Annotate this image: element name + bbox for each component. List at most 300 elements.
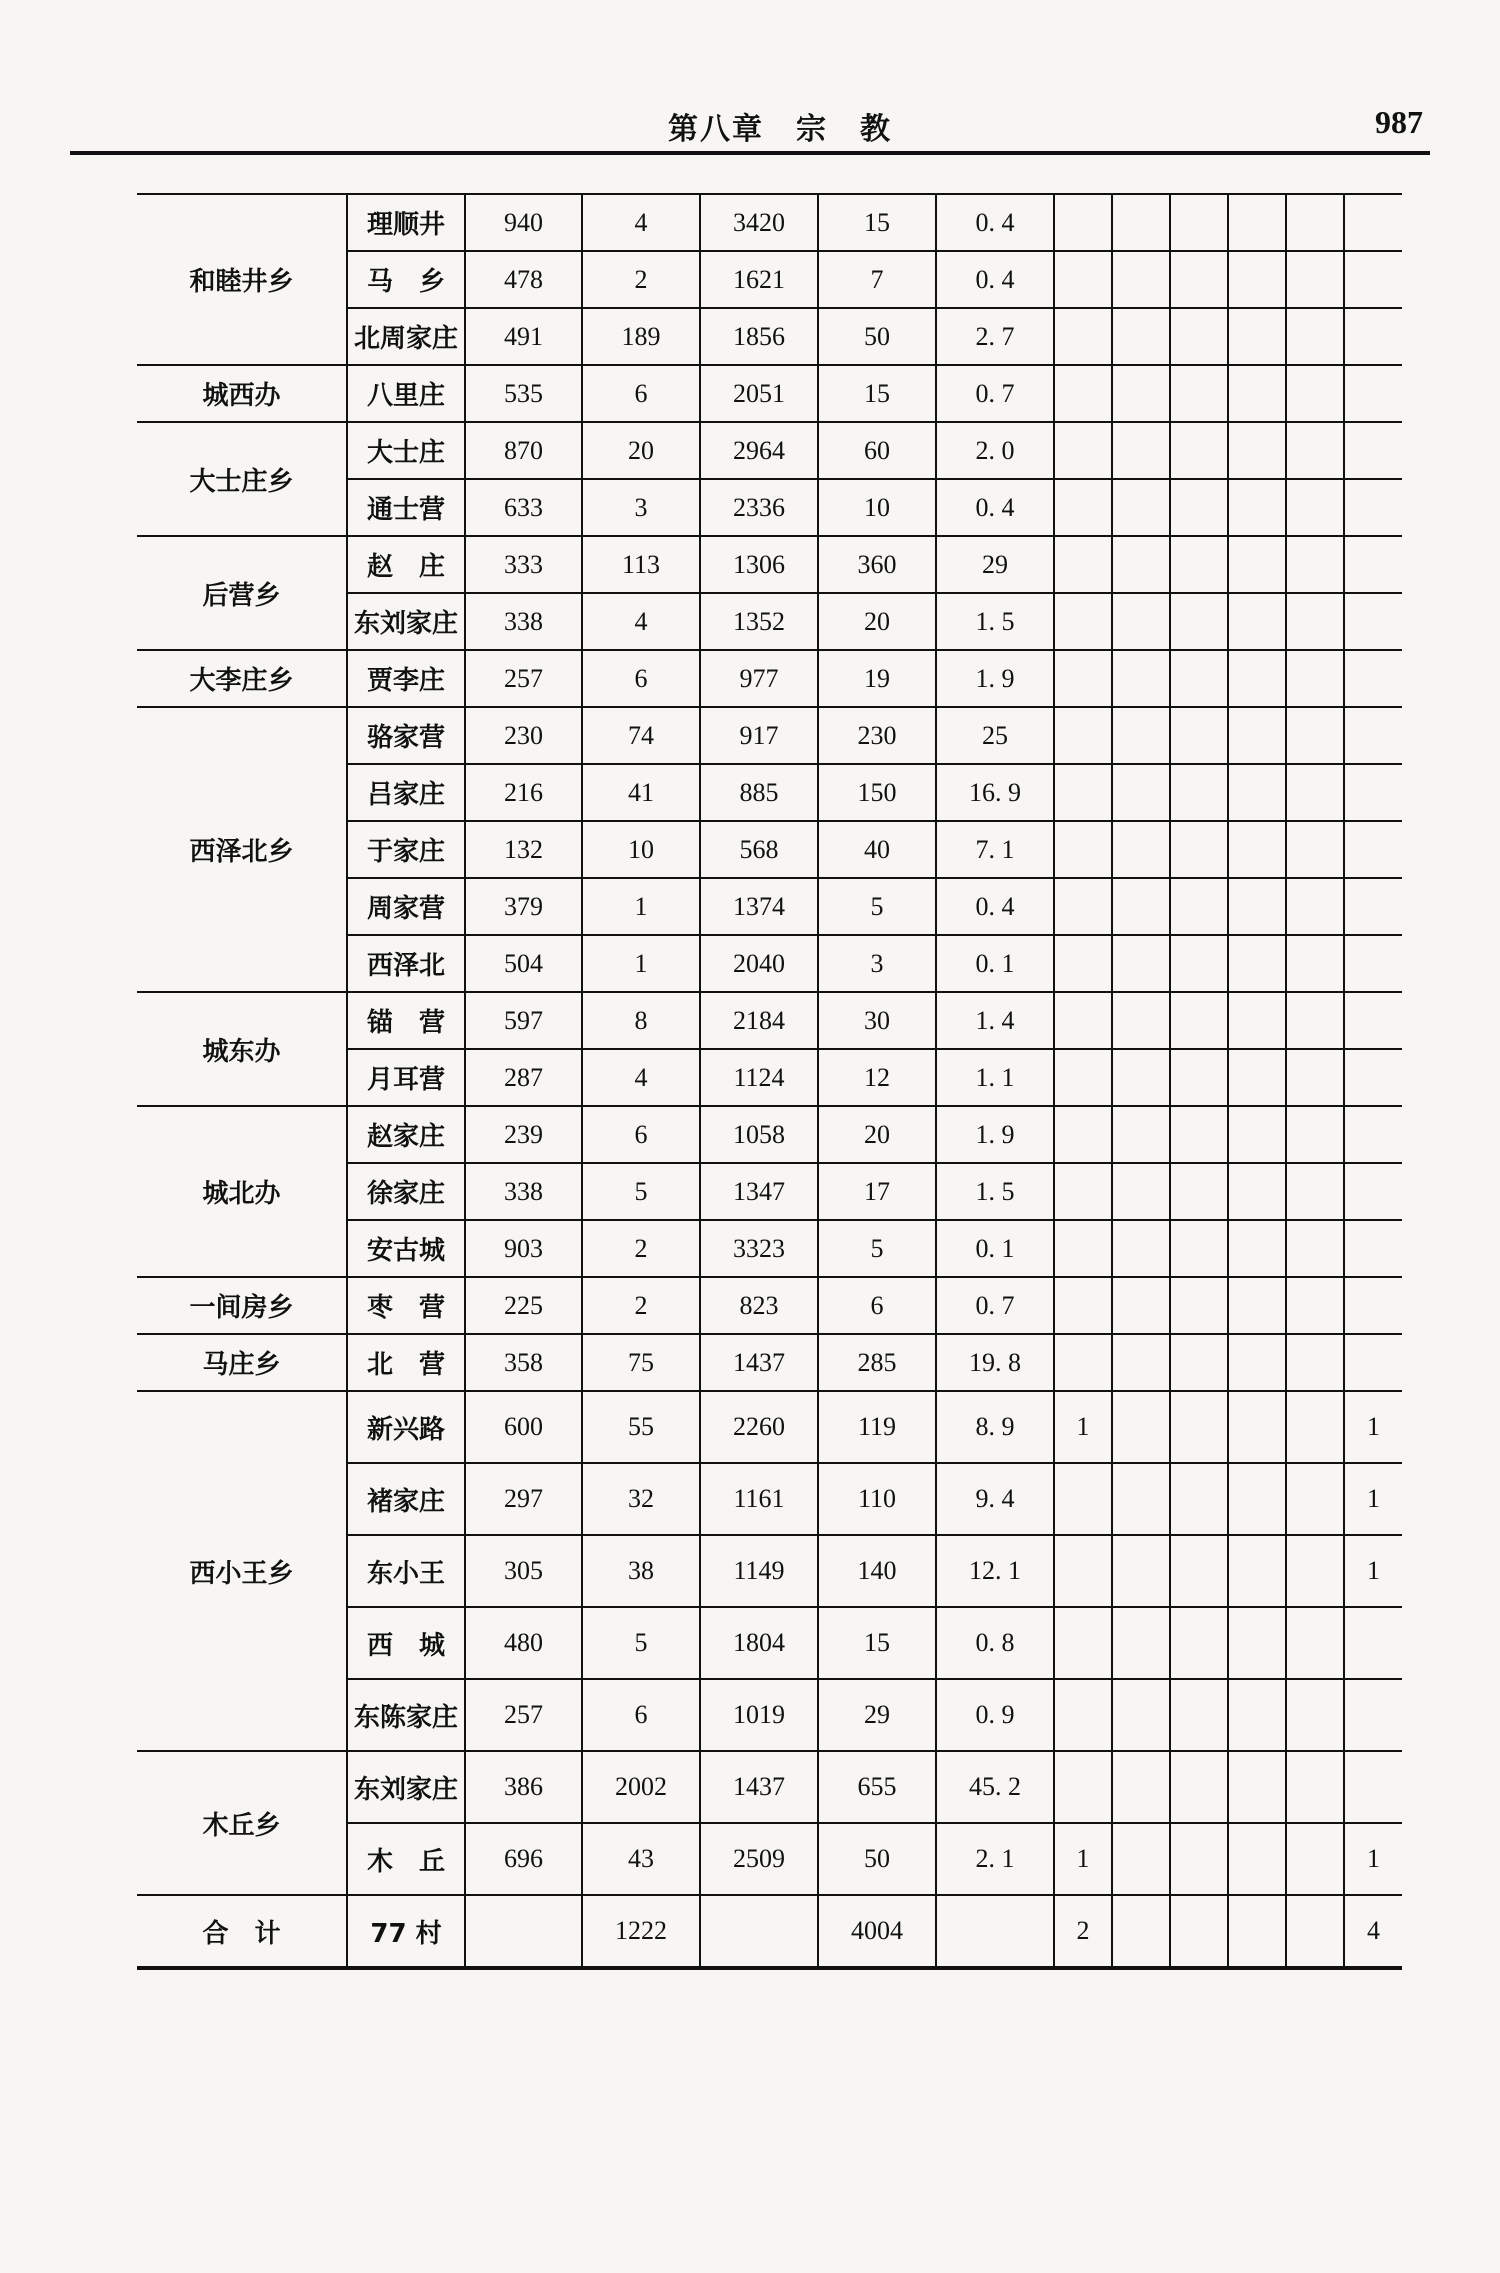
township-name-cell: 西小王乡 xyxy=(137,1391,347,1751)
value-cell: 3323 xyxy=(700,1220,818,1277)
value-cell: 41 xyxy=(582,764,700,821)
count-cell xyxy=(1170,479,1228,536)
value-cell: 0. 1 xyxy=(936,1220,1054,1277)
value-cell: 1352 xyxy=(700,593,818,650)
count-cell xyxy=(1170,1106,1228,1163)
count-cell xyxy=(1286,422,1344,479)
value-cell: 257 xyxy=(465,650,582,707)
total-value-cell xyxy=(936,1895,1054,1968)
count-cell xyxy=(1228,650,1286,707)
value-cell: 119 xyxy=(818,1391,936,1463)
value-cell: 1374 xyxy=(700,878,818,935)
value-cell: 19 xyxy=(818,650,936,707)
count-cell xyxy=(1112,593,1170,650)
count-cell xyxy=(1286,536,1344,593)
value-cell: 5 xyxy=(818,878,936,935)
page-number: 987 xyxy=(1375,104,1423,140)
value-cell: 6 xyxy=(582,1106,700,1163)
value-cell: 2 xyxy=(582,1277,700,1334)
count-cell xyxy=(1228,1535,1286,1607)
value-cell: 8. 9 xyxy=(936,1391,1054,1463)
count-cell xyxy=(1112,1049,1170,1106)
township-name-cell: 城东办 xyxy=(137,992,347,1106)
count-cell xyxy=(1112,1751,1170,1823)
count-cell xyxy=(1112,251,1170,308)
value-cell: 6 xyxy=(582,1679,700,1751)
value-cell: 2184 xyxy=(700,992,818,1049)
count-cell xyxy=(1344,707,1402,764)
township-name-cell: 西泽北乡 xyxy=(137,707,347,992)
township-name-cell: 木丘乡 xyxy=(137,1751,347,1895)
value-cell: 597 xyxy=(465,992,582,1049)
total-value-cell xyxy=(465,1895,582,1968)
count-cell xyxy=(1286,1049,1344,1106)
count-cell xyxy=(1228,1277,1286,1334)
value-cell: 1058 xyxy=(700,1106,818,1163)
value-cell: 230 xyxy=(465,707,582,764)
count-cell xyxy=(1112,422,1170,479)
count-cell xyxy=(1054,422,1112,479)
count-cell xyxy=(1228,878,1286,935)
count-cell xyxy=(1054,1106,1112,1163)
value-cell: 0. 4 xyxy=(936,194,1054,251)
count-cell xyxy=(1170,1751,1228,1823)
count-cell xyxy=(1112,1106,1170,1163)
count-cell xyxy=(1286,1334,1344,1391)
table-row xyxy=(137,650,1402,707)
count-cell xyxy=(1170,422,1228,479)
value-cell: 2 xyxy=(582,1220,700,1277)
count-cell xyxy=(1054,194,1112,251)
count-cell xyxy=(1054,1163,1112,1220)
township-name-cell: 一间房乡 xyxy=(137,1277,347,1334)
village-name-cell: 周家营 xyxy=(347,878,465,935)
value-cell: 0. 8 xyxy=(936,1607,1054,1679)
count-cell xyxy=(1228,251,1286,308)
table-body xyxy=(137,194,1402,1968)
value-cell: 43 xyxy=(582,1823,700,1895)
count-cell xyxy=(1344,764,1402,821)
count-cell: 1 xyxy=(1344,1391,1402,1463)
count-cell xyxy=(1228,1049,1286,1106)
count-cell xyxy=(1344,365,1402,422)
count-cell xyxy=(1286,764,1344,821)
value-cell: 6 xyxy=(582,365,700,422)
count-cell xyxy=(1170,935,1228,992)
count-cell xyxy=(1344,650,1402,707)
count-cell xyxy=(1054,1463,1112,1535)
value-cell: 903 xyxy=(465,1220,582,1277)
count-cell xyxy=(1228,1220,1286,1277)
count-cell xyxy=(1228,764,1286,821)
count-cell xyxy=(1112,1607,1170,1679)
total-value-cell xyxy=(700,1895,818,1968)
value-cell: 3 xyxy=(818,935,936,992)
count-cell xyxy=(1286,593,1344,650)
value-cell: 2509 xyxy=(700,1823,818,1895)
count-cell xyxy=(1286,1535,1344,1607)
count-cell xyxy=(1170,536,1228,593)
count-cell: 1 xyxy=(1344,1823,1402,1895)
township-name-cell: 和睦井乡 xyxy=(137,194,347,365)
value-cell: 870 xyxy=(465,422,582,479)
count-cell xyxy=(1112,707,1170,764)
count-cell xyxy=(1286,1391,1344,1463)
table-row xyxy=(137,422,1402,479)
statistics-table-container xyxy=(137,193,1402,1970)
value-cell: 30 xyxy=(818,992,936,1049)
total-value-cell: 1222 xyxy=(582,1895,700,1968)
value-cell: 360 xyxy=(818,536,936,593)
count-cell xyxy=(1054,992,1112,1049)
count-cell xyxy=(1112,1277,1170,1334)
table-row xyxy=(137,1751,1402,1823)
township-name-cell: 马庄乡 xyxy=(137,1334,347,1391)
value-cell: 1. 9 xyxy=(936,1106,1054,1163)
count-cell xyxy=(1344,935,1402,992)
count-cell xyxy=(1112,821,1170,878)
count-cell xyxy=(1054,1535,1112,1607)
value-cell: 12 xyxy=(818,1049,936,1106)
value-cell: 2. 1 xyxy=(936,1823,1054,1895)
count-cell xyxy=(1054,1751,1112,1823)
count-cell xyxy=(1344,1106,1402,1163)
count-cell xyxy=(1170,593,1228,650)
value-cell: 478 xyxy=(465,251,582,308)
count-cell: 1 xyxy=(1054,1391,1112,1463)
count-cell xyxy=(1112,536,1170,593)
count-cell xyxy=(1286,935,1344,992)
value-cell: 113 xyxy=(582,536,700,593)
value-cell: 20 xyxy=(818,1106,936,1163)
value-cell: 2336 xyxy=(700,479,818,536)
count-cell xyxy=(1228,308,1286,365)
count-cell xyxy=(1054,707,1112,764)
village-name-cell: 徐家庄 xyxy=(347,1163,465,1220)
count-cell xyxy=(1112,992,1170,1049)
value-cell: 358 xyxy=(465,1334,582,1391)
village-name-cell: 于家庄 xyxy=(347,821,465,878)
value-cell: 0. 7 xyxy=(936,1277,1054,1334)
village-name-cell: 新兴路 xyxy=(347,1391,465,1463)
count-cell xyxy=(1112,365,1170,422)
value-cell: 2260 xyxy=(700,1391,818,1463)
count-cell xyxy=(1228,1334,1286,1391)
value-cell: 4 xyxy=(582,1049,700,1106)
value-cell: 15 xyxy=(818,194,936,251)
village-name-cell: 西 城 xyxy=(347,1607,465,1679)
count-cell xyxy=(1344,593,1402,650)
village-name-cell: 大士庄 xyxy=(347,422,465,479)
count-cell xyxy=(1170,1049,1228,1106)
table-row xyxy=(137,365,1402,422)
value-cell: 17 xyxy=(818,1163,936,1220)
total-value-cell: 2 xyxy=(1054,1895,1112,1968)
village-name-cell: 月耳营 xyxy=(347,1049,465,1106)
value-cell: 0. 7 xyxy=(936,365,1054,422)
value-cell: 285 xyxy=(818,1334,936,1391)
count-cell xyxy=(1054,593,1112,650)
count-cell xyxy=(1112,1463,1170,1535)
count-cell xyxy=(1286,1679,1344,1751)
value-cell: 940 xyxy=(465,194,582,251)
count-cell xyxy=(1344,1607,1402,1679)
count-cell xyxy=(1112,764,1170,821)
village-name-cell: 安古城 xyxy=(347,1220,465,1277)
value-cell: 239 xyxy=(465,1106,582,1163)
value-cell: 2. 0 xyxy=(936,422,1054,479)
value-cell: 19. 8 xyxy=(936,1334,1054,1391)
value-cell: 1 xyxy=(582,935,700,992)
value-cell: 2040 xyxy=(700,935,818,992)
count-cell xyxy=(1286,1607,1344,1679)
value-cell: 491 xyxy=(465,308,582,365)
value-cell: 12. 1 xyxy=(936,1535,1054,1607)
count-cell xyxy=(1286,821,1344,878)
count-cell xyxy=(1344,1334,1402,1391)
count-cell xyxy=(1286,1163,1344,1220)
value-cell: 1 xyxy=(582,878,700,935)
value-cell: 1. 5 xyxy=(936,593,1054,650)
value-cell: 287 xyxy=(465,1049,582,1106)
value-cell: 1124 xyxy=(700,1049,818,1106)
count-cell xyxy=(1228,1751,1286,1823)
value-cell: 50 xyxy=(818,1823,936,1895)
village-name-cell: 骆家营 xyxy=(347,707,465,764)
count-cell xyxy=(1054,1679,1112,1751)
value-cell: 1347 xyxy=(700,1163,818,1220)
value-cell: 2051 xyxy=(700,365,818,422)
village-name-cell: 褚家庄 xyxy=(347,1463,465,1535)
value-cell: 230 xyxy=(818,707,936,764)
count-cell xyxy=(1054,1049,1112,1106)
value-cell: 74 xyxy=(582,707,700,764)
value-cell: 535 xyxy=(465,365,582,422)
count-cell xyxy=(1344,536,1402,593)
count-cell xyxy=(1112,1391,1170,1463)
count-cell xyxy=(1228,1823,1286,1895)
value-cell: 9. 4 xyxy=(936,1463,1054,1535)
value-cell: 5 xyxy=(818,1220,936,1277)
count-cell xyxy=(1054,308,1112,365)
value-cell: 0. 4 xyxy=(936,878,1054,935)
count-cell xyxy=(1170,1535,1228,1607)
count-cell xyxy=(1054,1220,1112,1277)
count-cell xyxy=(1228,536,1286,593)
count-cell: 1 xyxy=(1344,1535,1402,1607)
count-cell xyxy=(1054,1607,1112,1679)
village-name-cell: 赵家庄 xyxy=(347,1106,465,1163)
count-cell xyxy=(1170,365,1228,422)
township-name-cell: 城北办 xyxy=(137,1106,347,1277)
table-row xyxy=(137,992,1402,1049)
value-cell: 2002 xyxy=(582,1751,700,1823)
value-cell: 696 xyxy=(465,1823,582,1895)
count-cell xyxy=(1344,878,1402,935)
value-cell: 257 xyxy=(465,1679,582,1751)
count-cell xyxy=(1344,479,1402,536)
count-cell xyxy=(1286,308,1344,365)
value-cell: 823 xyxy=(700,1277,818,1334)
value-cell: 1161 xyxy=(700,1463,818,1535)
value-cell: 338 xyxy=(465,593,582,650)
count-cell xyxy=(1170,764,1228,821)
count-cell xyxy=(1286,878,1344,935)
value-cell: 32 xyxy=(582,1463,700,1535)
village-name-cell: 八里庄 xyxy=(347,365,465,422)
count-cell xyxy=(1112,935,1170,992)
count-cell xyxy=(1054,935,1112,992)
value-cell: 305 xyxy=(465,1535,582,1607)
count-cell xyxy=(1170,650,1228,707)
total-value-cell: 4 xyxy=(1344,1895,1402,1968)
count-cell xyxy=(1344,308,1402,365)
value-cell: 1804 xyxy=(700,1607,818,1679)
value-cell: 1. 1 xyxy=(936,1049,1054,1106)
value-cell: 38 xyxy=(582,1535,700,1607)
township-name-cell: 城西办 xyxy=(137,365,347,422)
count-cell xyxy=(1170,308,1228,365)
count-cell xyxy=(1286,479,1344,536)
count-cell xyxy=(1228,1607,1286,1679)
village-name-cell: 北 营 xyxy=(347,1334,465,1391)
value-cell: 0. 1 xyxy=(936,935,1054,992)
count-cell xyxy=(1054,536,1112,593)
count-cell xyxy=(1112,194,1170,251)
value-cell: 1. 4 xyxy=(936,992,1054,1049)
value-cell: 2. 7 xyxy=(936,308,1054,365)
total-row xyxy=(137,1895,1402,1968)
count-cell xyxy=(1170,1220,1228,1277)
count-cell xyxy=(1344,992,1402,1049)
count-cell xyxy=(1286,707,1344,764)
village-name-cell: 赵 庄 xyxy=(347,536,465,593)
value-cell: 1306 xyxy=(700,536,818,593)
value-cell: 7. 1 xyxy=(936,821,1054,878)
count-cell xyxy=(1228,992,1286,1049)
count-cell xyxy=(1170,1463,1228,1535)
count-cell xyxy=(1344,1277,1402,1334)
value-cell: 1149 xyxy=(700,1535,818,1607)
value-cell: 8 xyxy=(582,992,700,1049)
count-cell xyxy=(1170,992,1228,1049)
count-cell xyxy=(1228,194,1286,251)
count-cell xyxy=(1286,1751,1344,1823)
township-name-cell: 后营乡 xyxy=(137,536,347,650)
count-cell xyxy=(1286,1106,1344,1163)
count-cell xyxy=(1170,1391,1228,1463)
count-cell xyxy=(1112,1823,1170,1895)
value-cell: 4 xyxy=(582,194,700,251)
count-cell xyxy=(1112,878,1170,935)
total-label-cell: 合 计 xyxy=(137,1895,347,1968)
count-cell xyxy=(1112,650,1170,707)
township-name-cell: 大士庄乡 xyxy=(137,422,347,536)
value-cell: 5 xyxy=(582,1163,700,1220)
chapter-title: 第八章 宗 教 xyxy=(668,112,892,147)
value-cell: 2964 xyxy=(700,422,818,479)
village-name-cell: 东小王 xyxy=(347,1535,465,1607)
value-cell: 55 xyxy=(582,1391,700,1463)
village-name-cell: 枣 营 xyxy=(347,1277,465,1334)
count-cell xyxy=(1054,1277,1112,1334)
value-cell: 885 xyxy=(700,764,818,821)
value-cell: 3 xyxy=(582,479,700,536)
village-name-cell: 贾李庄 xyxy=(347,650,465,707)
total-value-cell: 4004 xyxy=(818,1895,936,1968)
count-cell xyxy=(1228,1679,1286,1751)
value-cell: 150 xyxy=(818,764,936,821)
value-cell: 600 xyxy=(465,1391,582,1463)
value-cell: 50 xyxy=(818,308,936,365)
count-cell xyxy=(1170,1823,1228,1895)
count-cell xyxy=(1228,935,1286,992)
village-name-cell: 北周家庄 xyxy=(347,308,465,365)
count-cell xyxy=(1286,650,1344,707)
village-name-cell: 吕家庄 xyxy=(347,764,465,821)
count-cell: 1 xyxy=(1344,1463,1402,1535)
value-cell: 917 xyxy=(700,707,818,764)
header-rule xyxy=(70,151,1430,155)
value-cell: 25 xyxy=(936,707,1054,764)
count-cell xyxy=(1344,821,1402,878)
value-cell: 0. 4 xyxy=(936,479,1054,536)
count-cell xyxy=(1112,1334,1170,1391)
value-cell: 140 xyxy=(818,1535,936,1607)
count-cell xyxy=(1286,194,1344,251)
value-cell: 189 xyxy=(582,308,700,365)
value-cell: 1019 xyxy=(700,1679,818,1751)
count-cell xyxy=(1228,1106,1286,1163)
value-cell: 633 xyxy=(465,479,582,536)
value-cell: 20 xyxy=(582,422,700,479)
count-cell xyxy=(1170,1334,1228,1391)
value-cell: 504 xyxy=(465,935,582,992)
value-cell: 45. 2 xyxy=(936,1751,1054,1823)
count-cell xyxy=(1344,422,1402,479)
count-cell xyxy=(1228,479,1286,536)
value-cell: 6 xyxy=(582,650,700,707)
value-cell: 29 xyxy=(936,536,1054,593)
value-cell: 386 xyxy=(465,1751,582,1823)
value-cell: 4 xyxy=(582,593,700,650)
value-cell: 15 xyxy=(818,365,936,422)
count-cell xyxy=(1286,365,1344,422)
count-cell xyxy=(1344,1679,1402,1751)
value-cell: 568 xyxy=(700,821,818,878)
value-cell: 20 xyxy=(818,593,936,650)
count-cell xyxy=(1286,1463,1344,1535)
table-row xyxy=(137,194,1402,251)
value-cell: 1. 9 xyxy=(936,650,1054,707)
value-cell: 1437 xyxy=(700,1334,818,1391)
count-cell xyxy=(1170,1607,1228,1679)
count-cell xyxy=(1286,1220,1344,1277)
village-name-cell: 马 乡 xyxy=(347,251,465,308)
count-cell xyxy=(1170,1163,1228,1220)
value-cell: 10 xyxy=(582,821,700,878)
total-village-count-cell: 77 村 xyxy=(347,1895,465,1968)
count-cell xyxy=(1228,1391,1286,1463)
table-row xyxy=(137,1106,1402,1163)
count-cell xyxy=(1054,251,1112,308)
count-cell xyxy=(1112,1163,1170,1220)
count-cell xyxy=(1228,365,1286,422)
value-cell: 16. 9 xyxy=(936,764,1054,821)
count-cell xyxy=(1054,821,1112,878)
count-cell xyxy=(1112,1535,1170,1607)
count-cell xyxy=(1344,1163,1402,1220)
